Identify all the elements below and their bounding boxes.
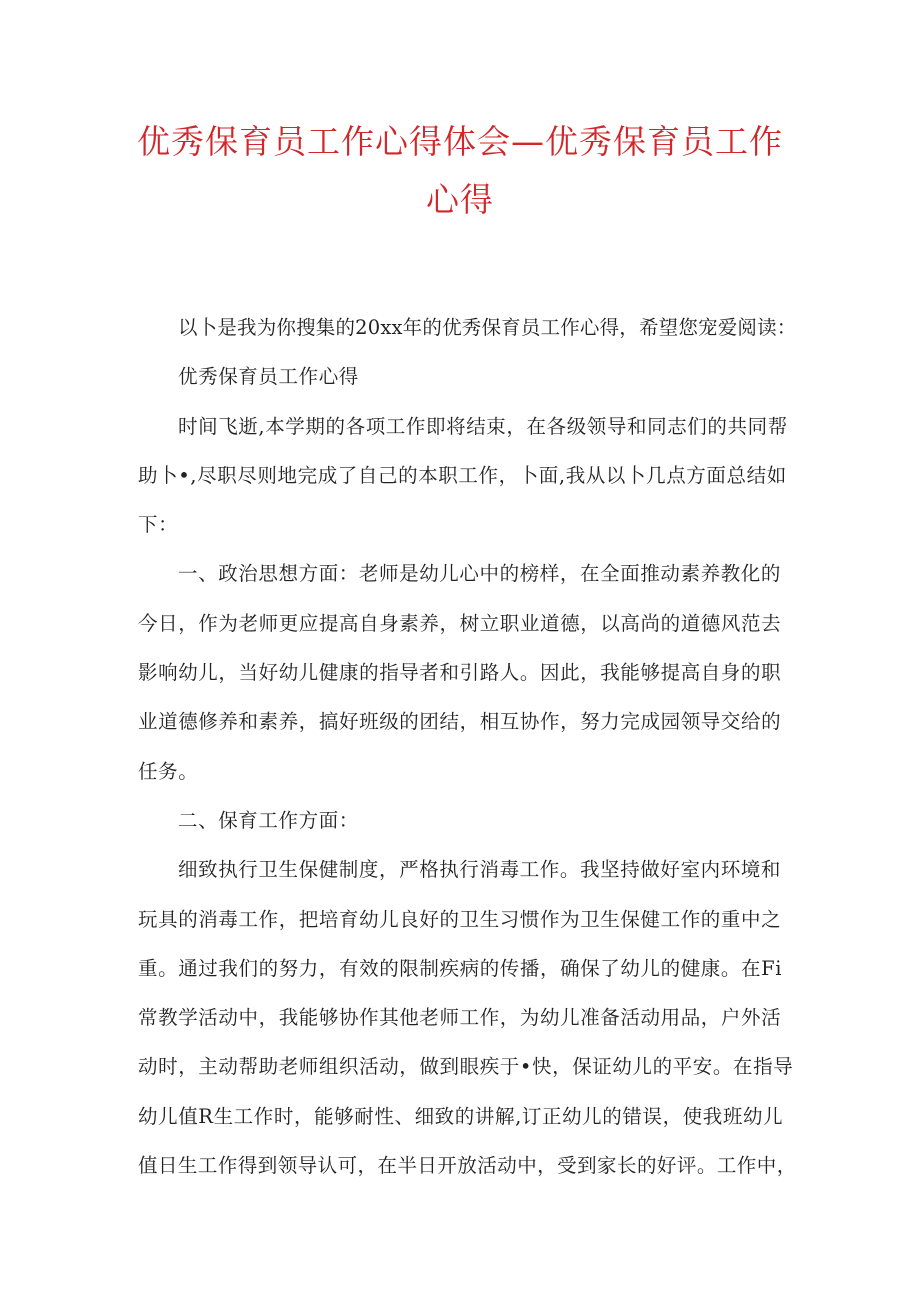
body-line: 动时，主动帮助老师组织活动，做到眼疾于•快，保证幼儿的平安。在指导 bbox=[138, 1055, 794, 1079]
body-line: 玩具的消毒工作，把培育幼儿良好的卫生习惯作为卫生保健工作的重中之 bbox=[138, 907, 782, 931]
body-line: 优秀保育员工作心得 bbox=[178, 365, 359, 389]
body-line: 幼儿值R生工作时，能够耐性、细致的讲解,订正幼儿的错误，使我班幼儿 bbox=[138, 1104, 784, 1128]
body-line: 今日，作为老师更应提高自身素养，树立职业道德，以高尚的道德风范去 bbox=[138, 611, 782, 635]
body-line: 下： bbox=[138, 513, 179, 537]
body-line: 二、保育工作方面： bbox=[178, 808, 359, 832]
body-line: 任务。 bbox=[138, 759, 199, 783]
body-line: 以卜是我为你搜集的20xx年的优秀保育员工作心得，希望您宠爱阅读： bbox=[178, 316, 797, 339]
body-line: 细致执行卫生保健制度，严格执行消毒工作。我坚持做好室内环境和 bbox=[178, 858, 782, 882]
body-line: 重。通过我们的努力，有效的限制疾病的传播，确保了幼儿的健康。在Fi bbox=[138, 956, 783, 980]
body-line: 时间飞逝,本学期的各项工作即将结束，在各级领导和同志们的共同帮 bbox=[178, 414, 788, 438]
body-line: 影响幼儿，当好幼儿健康的指导者和引路人。因此，我能够提高自身的职 bbox=[138, 661, 782, 685]
document-title-line-1: 优秀保育员工作心得体会—优秀保育员工作 bbox=[137, 122, 783, 161]
body-line: 常教学活动中，我能够协作其他老师工作，为幼儿准备活动用品，户外活 bbox=[138, 1006, 782, 1030]
body-line: 值日生工作得到领导认可，在半日开放活动中，受到家长的好评。工作中， bbox=[138, 1154, 797, 1178]
body-line: 一、政治思想方面：老师是幼儿心中的榜样，在全面推动素养教化的 bbox=[178, 562, 782, 586]
body-line: 助卜•,尽职尽则地完成了自己的本职工作，卜面,我从以卜几点方面总结如 bbox=[138, 463, 787, 487]
document-body bbox=[138, 303, 798, 1190]
body-line: 业道德修养和素养，搞好班级的团结，相互协作，努力完成园领导交给的 bbox=[138, 710, 782, 734]
document-title-line-2: 心得 bbox=[426, 180, 494, 219]
